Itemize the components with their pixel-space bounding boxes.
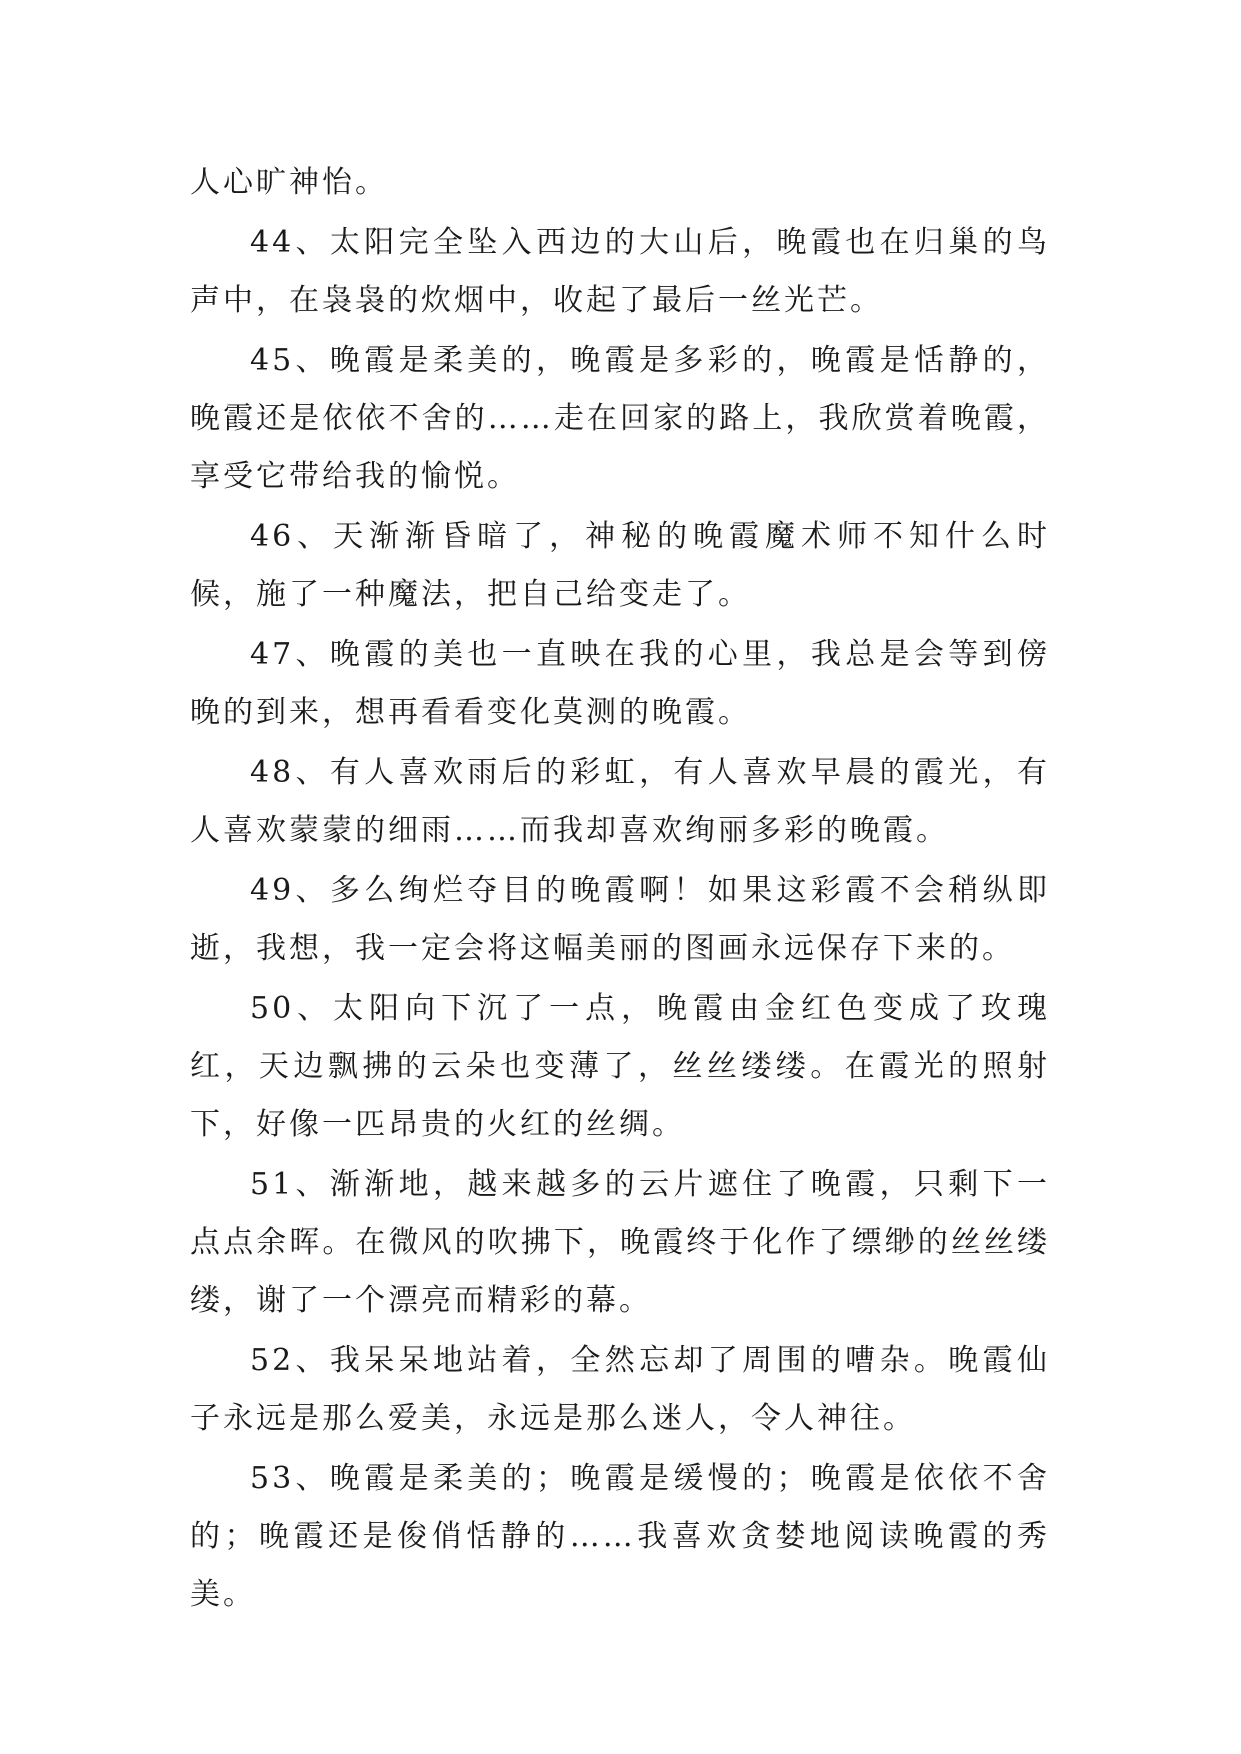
- paragraph-47: 47、晚霞的美也一直映在我的心里，我总是会等到傍晚的到来，想再看看变化莫测的晚霞。: [190, 637, 1050, 730]
- paragraph-48: 48、有人喜欢雨后的彩虹，有人喜欢早晨的霞光，有人喜欢蒙蒙的细雨……而我却喜欢绚丽多彩的晚霞。: [190, 755, 1050, 848]
- paragraph-45: 45、晚霞是柔美的，晚霞是多彩的，晚霞是恬静的，晚霞还是依依不舍的……走在回家的路上，我欣赏着晚霞，享受它带给我的愉悦。: [190, 343, 1050, 494]
- paragraph-52: 52、我呆呆地站着，全然忘却了周围的嘈杂。晚霞仙子永远是那么爱美，永远是那么迷人，令人神往。: [190, 1343, 1050, 1436]
- paragraph-50: 50、太阳向下沉了一点，晚霞由金红色变成了玫瑰红，天边飘拂的云朵也变薄了，丝丝缕缕。在霞光的照射下，好像一匹昂贵的火红的丝绸。: [190, 991, 1050, 1142]
- paragraph-53: 53、晚霞是柔美的；晚霞是缓慢的；晚霞是依依不舍的；晚霞还是俊俏恬静的……我喜欢贪婪地阅读晚霞的秀美。: [190, 1461, 1050, 1612]
- paragraph-44: 44、太阳完全坠入西边的大山后，晚霞也在归巢的鸟声中，在袅袅的炊烟中，收起了最后一丝光芒。: [190, 225, 1050, 318]
- paragraph-continuation: 人心旷神怡。: [190, 165, 388, 200]
- paragraph-49: 49、多么绚烂夺目的晚霞啊！如果这彩霞不会稍纵即逝，我想，我一定会将这幅美丽的图画永远保存下来的。: [190, 873, 1050, 966]
- paragraph-51: 51、渐渐地，越来越多的云片遮住了晚霞，只剩下一点点余晖。在微风的吹拂下，晚霞终于化作了缥缈的丝丝缕缕，谢了一个漂亮而精彩的幕。: [190, 1167, 1050, 1318]
- paragraph-46: 46、天渐渐昏暗了，神秘的晚霞魔术师不知什么时候，施了一种魔法，把自己给变走了。: [190, 519, 1050, 612]
- document-body: [190, 154, 1050, 1624]
